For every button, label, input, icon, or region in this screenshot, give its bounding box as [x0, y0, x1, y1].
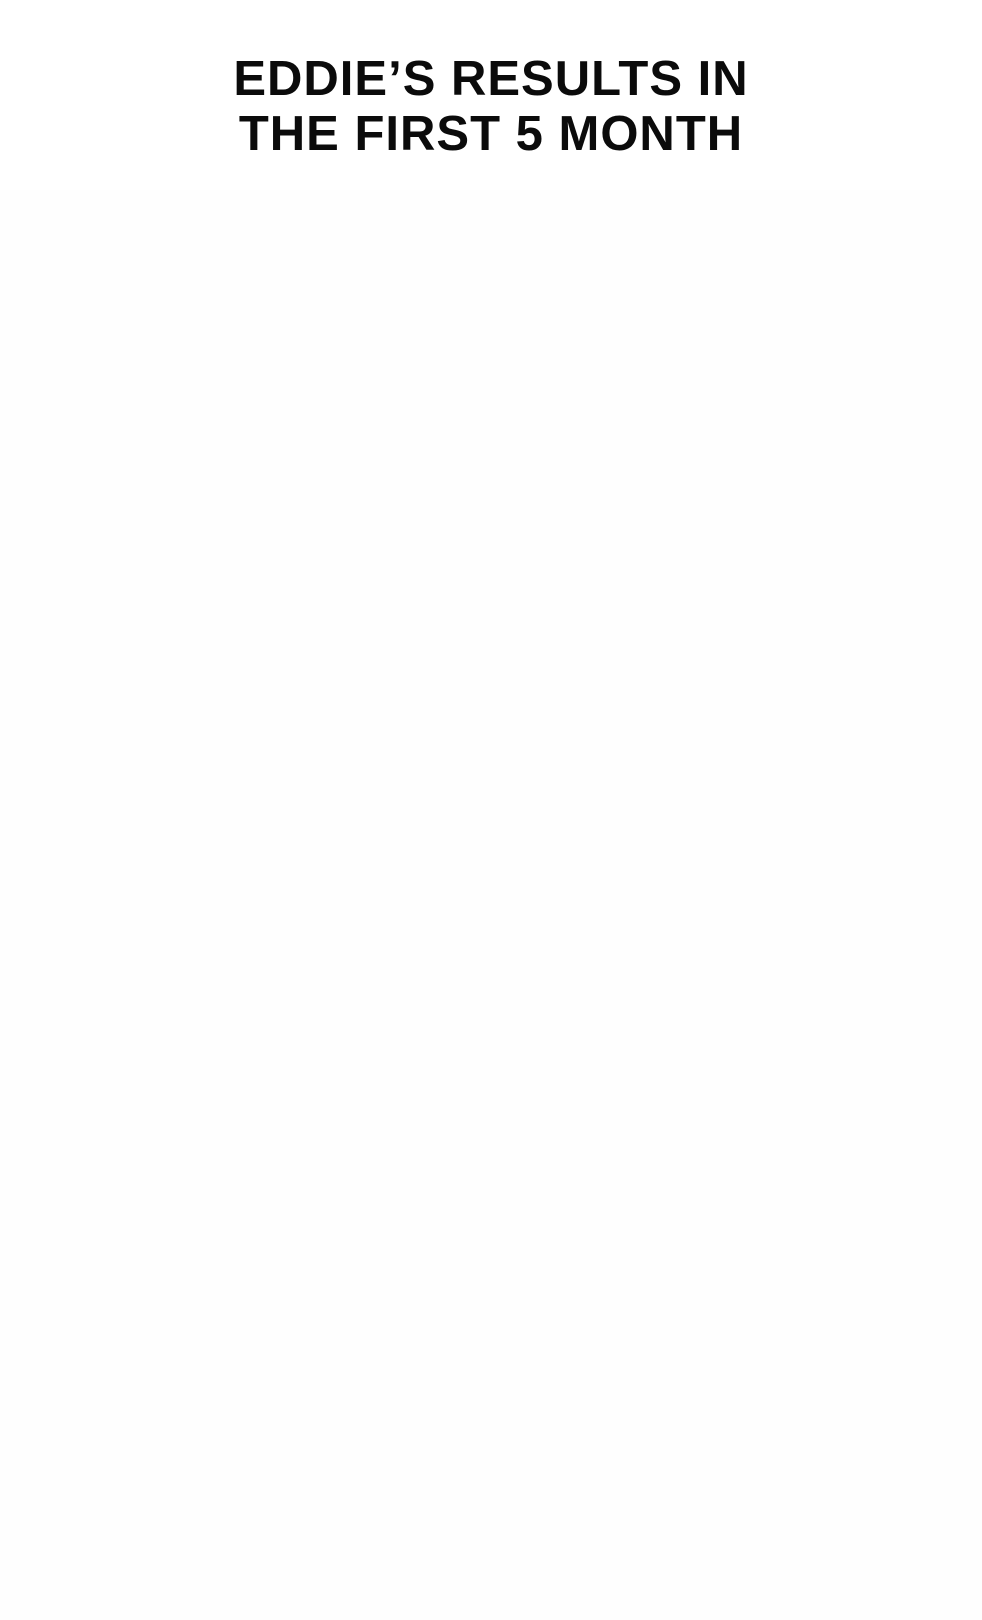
results-heading-line-1: EDDIE’S RESULTS IN: [233, 52, 749, 106]
results-heading: [0, 52, 982, 162]
results-content-area: [0, 190, 982, 1620]
results-heading-line-2: THE FIRST 5 MONTH: [238, 107, 744, 161]
